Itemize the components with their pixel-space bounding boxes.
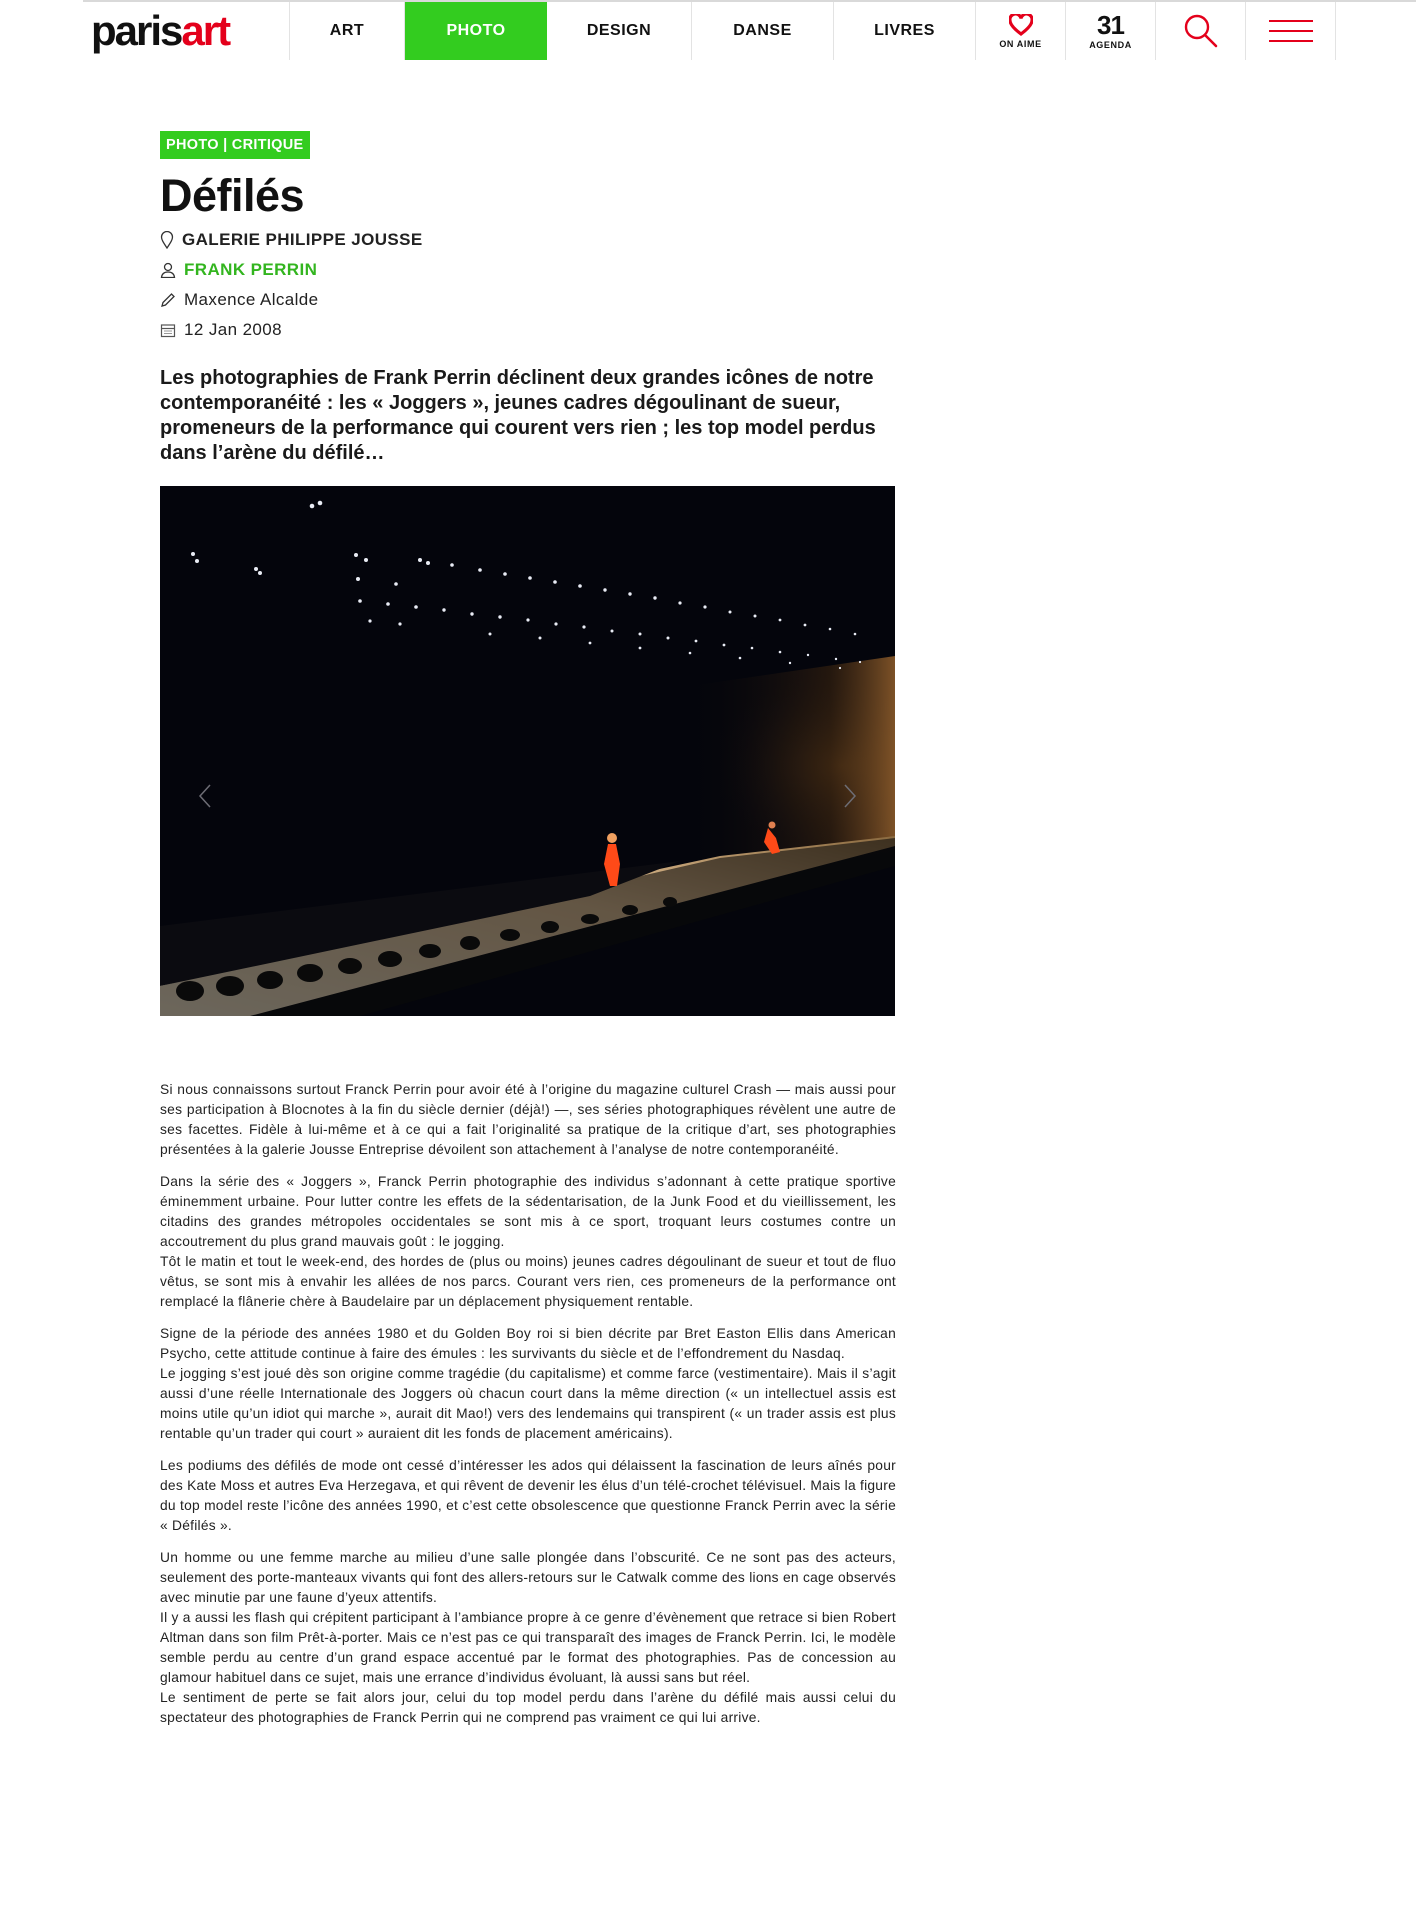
site-logo[interactable] bbox=[83, 2, 290, 60]
logo-text-art: art bbox=[181, 7, 230, 54]
hamburger-menu-icon bbox=[1269, 19, 1313, 43]
body-paragraph-part: Il y a aussi les flash qui crépitent participant à l’ambiance propre à ce genre d’évènement que retrace si bien Robert Altman dans son film Prêt-à-porter. Mais ce n’est pas ce qui transparaît des images de Franck Perrin. Ici, le modèle semble perdu au centre d’un grand espace accentué par le format des photographies. Pas de concession au glamour habituel dans ce sujet, mais une errance d’individus évoluant, là aussi sans but réel. bbox=[160, 1610, 896, 1685]
body-paragraph-part: Tôt le matin et tout le week-end, des hordes de (plus ou moins) jeunes cadres dégoulinant de sueur et tout de fluo vêtus, se sont mis à envahir les allées de nos parcs. Courant vers rien, ces promeneurs de la performance ont remplacé la flânerie chère à Baudelaire par un déplacement physiquement rentable. bbox=[160, 1254, 896, 1309]
article-body bbox=[160, 1080, 896, 1740]
slider-next-button[interactable] bbox=[835, 776, 865, 816]
nav-livres[interactable]: LIVRES bbox=[834, 2, 976, 60]
nav-design[interactable]: DESIGN bbox=[547, 2, 692, 60]
slider-prev-button[interactable] bbox=[190, 776, 220, 816]
publication-date: 12 Jan 2008 bbox=[184, 320, 282, 339]
artist-name: FRANK PERRIN bbox=[184, 260, 318, 279]
date-row bbox=[160, 318, 282, 342]
nav-danse[interactable]: DANSE bbox=[692, 2, 834, 60]
agenda-number: 31 bbox=[1097, 9, 1124, 40]
nav-art[interactable]: ART bbox=[290, 2, 405, 60]
venue-row[interactable] bbox=[160, 228, 423, 252]
location-pin-icon bbox=[160, 231, 174, 249]
agenda-label: AGENDA bbox=[1089, 39, 1132, 50]
category-tag[interactable]: PHOTO | CRITIQUE bbox=[160, 131, 310, 159]
body-paragraph-part: Le sentiment de perte se fait alors jour, celui du top model perdu dans l’arène du défilé mais aussi celui du spectateur des photographies de Franck Perrin qui ne comprend pas vraiment ce qui lui arrive. bbox=[160, 1690, 896, 1725]
chevron-left-icon bbox=[198, 783, 212, 809]
article-lead: Les photographies de Frank Perrin déclinent deux grandes icônes de notre contemporanéité : les « Joggers », jeunes cadres dégoulinant de sueur, promeneurs de la performance qui courent vers rien ; les top model perdus dans l’arène du défilé… bbox=[160, 367, 876, 464]
search-icon bbox=[1181, 11, 1221, 51]
body-paragraph: Les podiums des défilés de mode ont cessé d’intéresser les ados qui délaissent la fascination de leurs aînés pour des Kate Moss et autres Eva Herzegava, et qui rêvent de devenir les élus d’un télé-crochet télévisuel. Mais la figure du top model reste l’icône des années 1990, et c’est cette obsolescence que questionne Franck Perrin avec la série « Défilés ». bbox=[160, 1458, 896, 1533]
heart-icon bbox=[1009, 14, 1033, 36]
author-row[interactable] bbox=[160, 288, 319, 312]
body-paragraph-part: Dans la série des « Joggers », Franck Perrin photographie des individus s’adonnant à cette pratique sportive éminemment urbaine. Pour lutter contre les effets de la sédentarisation, de la Junk Food et du vieillissement, les citadins des grandes métropoles occidentales se sont mis à ce sport, troquant leurs costumes contre un accoutrement du plus grand mauvais goût : le jogging. bbox=[160, 1174, 896, 1249]
on-aime-button[interactable] bbox=[976, 2, 1066, 60]
search-button[interactable] bbox=[1156, 2, 1246, 60]
artist-row[interactable] bbox=[160, 258, 317, 282]
calendar-icon bbox=[160, 322, 176, 338]
body-paragraph: Si nous connaissons surtout Franck Perrin pour avoir été à l’origine du magazine culturel Crash — mais aussi pour ses participation à Blocnotes à la fin du siècle dernier (déjà!) —, ses séries photographiques révèlent une autre de ses facettes. Fidèle à lui-même et à ce qui a fait l’originalité sa pratique de la critique d’art, ses photographies présentées à la galerie Jousse Entreprise dévoilent son attachement à l’analyse de notre contemporanéité. bbox=[160, 1082, 896, 1157]
body-paragraph bbox=[160, 1172, 896, 1312]
on-aime-label: ON AIME bbox=[999, 38, 1042, 49]
author-name: Maxence Alcalde bbox=[184, 290, 319, 309]
venue-name: GALERIE PHILIPPE JOUSSE bbox=[182, 230, 423, 249]
user-icon bbox=[160, 262, 176, 278]
chevron-right-icon bbox=[843, 783, 857, 809]
body-paragraph-part: Le jogging s’est joué dès son origine comme tragédie (du capitalisme) et comme farce (vestimentaire). Mais il s’agit aussi d’une réelle Internationale des Joggers où chacun court dans la même direction (« un intellectuel assis est moins utile qu’un idiot qui marche », aurait dit Mao!) vers des lendemains qui transpirent (« un trader assis est plus rentable qu’un trader qui court » auraient dit les fonds de placement américains). bbox=[160, 1366, 896, 1441]
body-paragraph-part: Un homme ou une femme marche au milieu d’une salle plongée dans l’obscurité. Ce ne sont pas des acteurs, seulement des porte-manteaux vivants qui font des allers-retours sur le Catwalk comme des lions en cage observés avec minutie par une faune d’yeux attentifs. bbox=[160, 1550, 896, 1605]
agenda-button[interactable] bbox=[1066, 2, 1156, 60]
body-paragraph bbox=[160, 1548, 896, 1728]
article-photo-slider[interactable] bbox=[160, 486, 895, 1016]
logo-text-paris: paris bbox=[91, 7, 182, 54]
runway-photo bbox=[160, 486, 895, 1016]
menu-button[interactable] bbox=[1246, 2, 1336, 60]
article-title: Défilés bbox=[160, 170, 305, 221]
body-paragraph bbox=[160, 1324, 896, 1444]
pencil-icon bbox=[160, 292, 176, 308]
site-header bbox=[83, 2, 1336, 60]
nav-photo[interactable]: PHOTO bbox=[405, 2, 547, 60]
body-paragraph-part: Signe de la période des années 1980 et du Golden Boy roi si bien décrite par Bret Easton Ellis dans American Psycho, cette attitude continue à faire des émules : les survivants du siècle et de l’effondrement du Nasdaq. bbox=[160, 1326, 896, 1361]
